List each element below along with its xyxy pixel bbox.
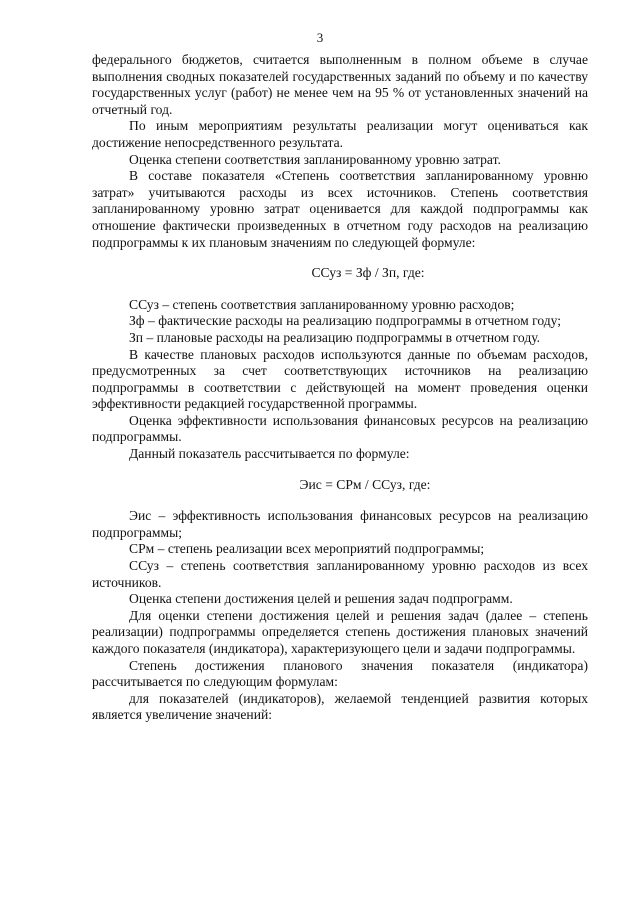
paragraph-goal-achievement-method: Для оценки степени достижения целей и решения задач (далее – степень реализации) подпрограммы определяется степень достижения плановых значений каждого показателя (индикатора), характеризующего цели и задачи подпрограммы. xyxy=(92,607,588,656)
heading-goal-achievement: Оценка степени достижения целей и решения задач подпрограмм. xyxy=(129,591,513,607)
paragraph-budget-execution: федерального бюджетов, считается выполненным в полном объеме в случае выполнения сводных показателей государственных заданий по объему и по качеству государственных услуг (работ) не менее чем на 95 % от установленных значений на отчетный год. xyxy=(92,52,588,117)
paragraph-other-measures: По иным мероприятиям результаты реализации могут оцениваться как достижение непосредственного результата. xyxy=(92,118,588,150)
formula-resource-efficiency: Эис = СРм / ССуз, где: xyxy=(299,476,431,492)
definition-zf: Зф – фактические расходы на реализацию подпрограммы в отчетном году; xyxy=(129,313,562,329)
definition-ccuz-all-sources: ССуз – степень соответствия запланированному уровню расходов из всех источников. xyxy=(92,558,588,590)
heading-cost-compliance: Оценка степени соответствия запланированному уровню затрат. xyxy=(129,151,501,167)
document-body xyxy=(92,52,588,724)
paragraph-cost-compliance-method: В составе показателя «Степень соответствия запланированному уровню затрат» учитываются расходы из всех источников. Степень соответствия запланированному уровню затрат оценивается для каждой подпрограммы как отношение фактически произведенных в отчетном году расходов на реализацию подпрограммы к их плановым значениям по следующей формуле: xyxy=(92,168,588,250)
definition-srm: СРм – степень реализации всех мероприятий подпрограммы; xyxy=(129,541,485,557)
paragraph-planned-expenses: В качестве плановых расходов используются данные по объемам расходов, предусмотренных за счет соответствующих источников на реализацию подпрограммы в соответствии с действующей на момент проведения оценки эффективности редакцией государственной программы. xyxy=(92,346,588,412)
definition-ccuz: ССуз – степень соответствия запланированному уровню расходов; xyxy=(129,296,515,312)
paragraph-increasing-indicators: для показателей (индикаторов), желаемой тенденцией развития которых является увеличение значений: xyxy=(92,690,588,723)
paragraph-indicator-achievement: Степень достижения планового значения показателя (индикатора) рассчитывается по следующим формулам: xyxy=(92,657,588,690)
heading-resource-efficiency: Оценка эффективности использования финансовых ресурсов на реализацию подпрограммы. xyxy=(92,412,588,445)
paragraph-formula-intro: Данный показатель рассчитывается по формуле: xyxy=(129,446,410,462)
definition-zp: Зп – плановые расходы на реализацию подпрограммы в отчетном году. xyxy=(129,329,541,345)
page-number: 3 xyxy=(316,30,324,45)
definition-eis: Эис – эффективность использования финансовых ресурсов на реализацию подпрограммы; xyxy=(92,508,588,540)
formula-cost-compliance: ССуз = Зф / Зп, где: xyxy=(311,265,425,281)
